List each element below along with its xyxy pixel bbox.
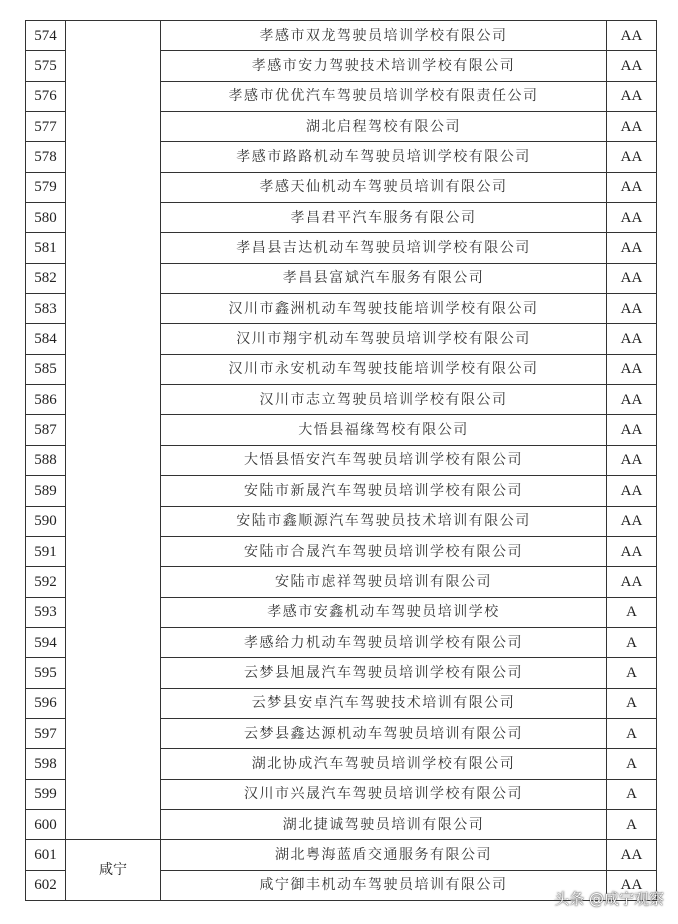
credit-grade: AA xyxy=(607,112,657,142)
credit-grade: AA xyxy=(607,81,657,111)
company-name: 汉川市鑫洲机动车驾驶技能培训学校有限公司 xyxy=(161,294,607,324)
credit-grade: AA xyxy=(607,506,657,536)
region-cell xyxy=(66,21,161,840)
company-name: 咸宁御丰机动车驾驶员培训有限公司 xyxy=(161,870,607,900)
company-name: 孝感市路路机动车驾驶员培训学校有限公司 xyxy=(161,142,607,172)
credit-grade: A xyxy=(607,688,657,718)
row-number: 595 xyxy=(26,658,66,688)
company-name: 云梦县鑫达源机动车驾驶员培训有限公司 xyxy=(161,718,607,748)
row-number: 575 xyxy=(26,51,66,81)
row-number: 590 xyxy=(26,506,66,536)
credit-grade: AA xyxy=(607,263,657,293)
company-name: 孝昌君平汽车服务有限公司 xyxy=(161,203,607,233)
credit-grade: AA xyxy=(607,142,657,172)
company-name: 孝昌县吉达机动车驾驶员培训学校有限公司 xyxy=(161,233,607,263)
row-number: 577 xyxy=(26,112,66,142)
row-number: 599 xyxy=(26,779,66,809)
row-number: 601 xyxy=(26,840,66,870)
company-name: 湖北捷诚驾驶员培训有限公司 xyxy=(161,809,607,839)
credit-grade: AA xyxy=(607,567,657,597)
credit-grade: AA xyxy=(607,21,657,51)
credit-grade: A xyxy=(607,597,657,627)
credit-grade: AA xyxy=(607,203,657,233)
credit-grade: AA xyxy=(607,840,657,870)
company-name: 湖北启程驾校有限公司 xyxy=(161,112,607,142)
company-name: 汉川市兴晟汽车驾驶员培训学校有限公司 xyxy=(161,779,607,809)
region-cell: 咸宁 xyxy=(66,840,161,901)
credit-grade: A xyxy=(607,718,657,748)
row-number: 587 xyxy=(26,415,66,445)
company-name: 湖北协成汽车驾驶员培训学校有限公司 xyxy=(161,749,607,779)
credit-grade: AA xyxy=(607,415,657,445)
row-number: 588 xyxy=(26,445,66,475)
company-name: 安陆市合晟汽车驾驶员培训学校有限公司 xyxy=(161,536,607,566)
row-number: 596 xyxy=(26,688,66,718)
table-row xyxy=(26,21,657,51)
table-body xyxy=(26,21,657,901)
credit-grade: AA xyxy=(607,233,657,263)
row-number: 594 xyxy=(26,627,66,657)
row-number: 579 xyxy=(26,172,66,202)
row-number: 593 xyxy=(26,597,66,627)
row-number: 578 xyxy=(26,142,66,172)
company-name: 孝感天仙机动车驾驶员培训有限公司 xyxy=(161,172,607,202)
credit-grade: AA xyxy=(607,294,657,324)
credit-grade: AA xyxy=(607,51,657,81)
row-number: 597 xyxy=(26,718,66,748)
row-number: 574 xyxy=(26,21,66,51)
company-name: 安陆市新晟汽车驾驶员培训学校有限公司 xyxy=(161,476,607,506)
credit-grade: AA xyxy=(607,354,657,384)
row-number: 581 xyxy=(26,233,66,263)
credit-grade: AA xyxy=(607,172,657,202)
company-name: 安陆市虑祥驾驶员培训有限公司 xyxy=(161,567,607,597)
row-number: 602 xyxy=(26,870,66,900)
credit-grade: AA xyxy=(607,870,657,900)
company-name: 云梦县旭晟汽车驾驶员培训学校有限公司 xyxy=(161,658,607,688)
company-name: 孝感市双龙驾驶员培训学校有限公司 xyxy=(161,21,607,51)
credit-grade: AA xyxy=(607,476,657,506)
company-name: 孝昌县富斌汽车服务有限公司 xyxy=(161,263,607,293)
credit-grade: A xyxy=(607,627,657,657)
company-name: 汉川市永安机动车驾驶技能培训学校有限公司 xyxy=(161,354,607,384)
row-number: 589 xyxy=(26,476,66,506)
company-name: 大悟县悟安汽车驾驶员培训学校有限公司 xyxy=(161,445,607,475)
credit-grade: AA xyxy=(607,445,657,475)
credit-rating-table xyxy=(25,20,657,901)
credit-grade: A xyxy=(607,658,657,688)
credit-grade: A xyxy=(607,749,657,779)
company-name: 孝感市优优汽车驾驶员培训学校有限责任公司 xyxy=(161,81,607,111)
row-number: 583 xyxy=(26,294,66,324)
company-name: 湖北粤海蓝盾交通服务有限公司 xyxy=(161,840,607,870)
credit-grade: AA xyxy=(607,385,657,415)
row-number: 592 xyxy=(26,567,66,597)
company-name: 大悟县福缘驾校有限公司 xyxy=(161,415,607,445)
credit-grade: A xyxy=(607,779,657,809)
row-number: 598 xyxy=(26,749,66,779)
row-number: 582 xyxy=(26,263,66,293)
company-name: 汉川市志立驾驶员培训学校有限公司 xyxy=(161,385,607,415)
table-row xyxy=(26,840,657,870)
row-number: 585 xyxy=(26,354,66,384)
company-name: 云梦县安卓汽车驾驶技术培训有限公司 xyxy=(161,688,607,718)
company-name: 孝感给力机动车驾驶员培训学校有限公司 xyxy=(161,627,607,657)
credit-grade: A xyxy=(607,809,657,839)
credit-grade: AA xyxy=(607,324,657,354)
credit-grade: AA xyxy=(607,536,657,566)
row-number: 586 xyxy=(26,385,66,415)
row-number: 584 xyxy=(26,324,66,354)
company-name: 孝感市安鑫机动车驾驶员培训学校 xyxy=(161,597,607,627)
row-number: 580 xyxy=(26,203,66,233)
row-number: 591 xyxy=(26,536,66,566)
company-name: 孝感市安力驾驶技术培训学校有限公司 xyxy=(161,51,607,81)
row-number: 576 xyxy=(26,81,66,111)
company-name: 汉川市翔宇机动车驾驶员培训学校有限公司 xyxy=(161,324,607,354)
watermark: 头条 @咸宁观察 xyxy=(554,890,664,908)
company-name: 安陆市鑫顺源汽车驾驶员技术培训有限公司 xyxy=(161,506,607,536)
row-number: 600 xyxy=(26,809,66,839)
